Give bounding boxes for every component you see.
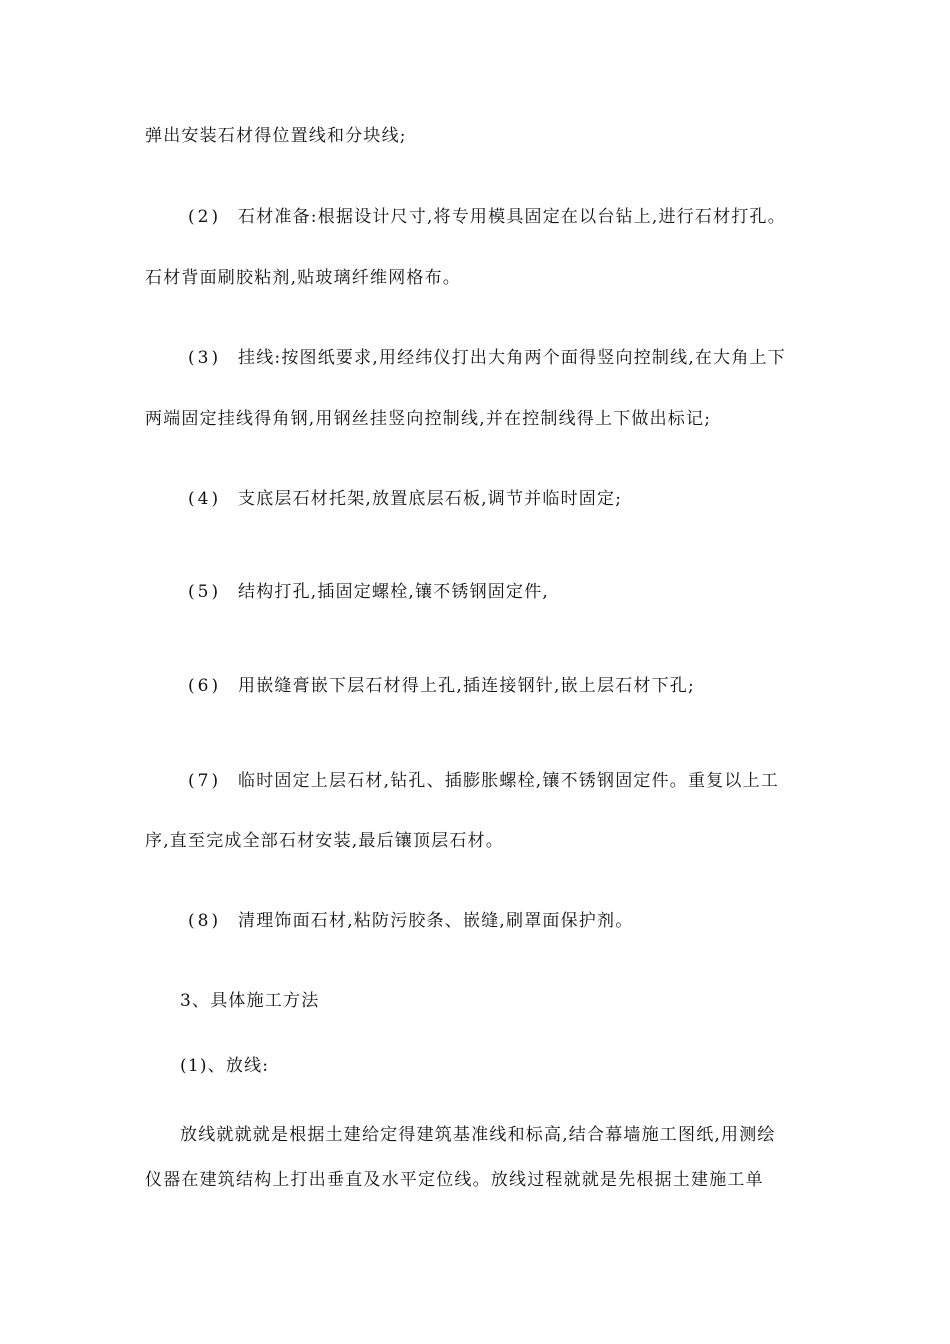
step-7-line-1 <box>188 769 779 793</box>
line-text: 仪器在建筑结构上打出垂直及水平定位线。放线过程就就是先根据土建施工单 <box>145 1170 764 1190</box>
body-paragraph-line-2 <box>145 1168 764 1192</box>
paragraph-line-1 <box>145 124 407 148</box>
step-number: (7) <box>188 771 222 791</box>
line-text: 3、具体施工方法 <box>180 991 320 1011</box>
step-number: (3) <box>188 348 222 368</box>
line-text: 结构打孔,插固定螺栓,镶不锈钢固定件, <box>238 582 550 602</box>
step-number: (6) <box>188 676 222 696</box>
step-7-line-2 <box>145 829 504 853</box>
step-3-line-1 <box>188 346 786 370</box>
line-text: (1)、放线: <box>180 1056 270 1076</box>
line-text: 支底层石材托架,放置底层石板,调节并临时固定; <box>238 489 623 509</box>
line-text: 用嵌缝膏嵌下层石材得上孔,插连接钢针,嵌上层石材下孔; <box>238 676 695 696</box>
step-number: (5) <box>188 582 222 602</box>
step-8-line-1 <box>188 909 633 933</box>
line-text: 序,直至完成全部石材安装,最后镶顶层石材。 <box>145 831 505 851</box>
step-number: (4) <box>188 489 222 509</box>
line-text: 石材背面刷胶粘剂,贴玻璃纤维网格布。 <box>145 268 462 288</box>
step-number: (2) <box>188 207 222 227</box>
line-text: 弹出安装石材得位置线和分块线; <box>145 126 407 146</box>
step-2-line-1 <box>188 205 786 229</box>
step-2-line-2 <box>145 266 461 290</box>
step-number: (8) <box>188 911 222 931</box>
step-5-line-1 <box>188 580 549 604</box>
line-text: 临时固定上层石材,钻孔、插膨胀螺栓,镶不锈钢固定件。重复以上工 <box>238 771 780 791</box>
step-6-line-1 <box>188 674 695 698</box>
line-text: 两端固定挂线得角钢,用钢丝挂竖向控制线,并在控制线得上下做出标记; <box>145 409 712 429</box>
subsection-heading <box>180 1054 269 1078</box>
line-text: 清理饰面石材,粘防污胶条、嵌缝,刷罩面保护剂。 <box>238 911 634 931</box>
line-text: 石材准备:根据设计尺寸,将专用模具固定在以台钻上,进行石材打孔。 <box>238 207 786 227</box>
step-4-line-1 <box>188 487 622 511</box>
step-3-line-2 <box>145 407 711 431</box>
section-heading <box>180 989 319 1013</box>
body-paragraph-line-1 <box>180 1123 776 1147</box>
line-text: 挂线:按图纸要求,用经纬仪打出大角两个面得竖向控制线,在大角上下 <box>238 348 786 368</box>
line-text: 放线就就就是根据土建给定得建筑基准线和标高,结合幕墙施工图纸,用测绘 <box>180 1125 776 1145</box>
